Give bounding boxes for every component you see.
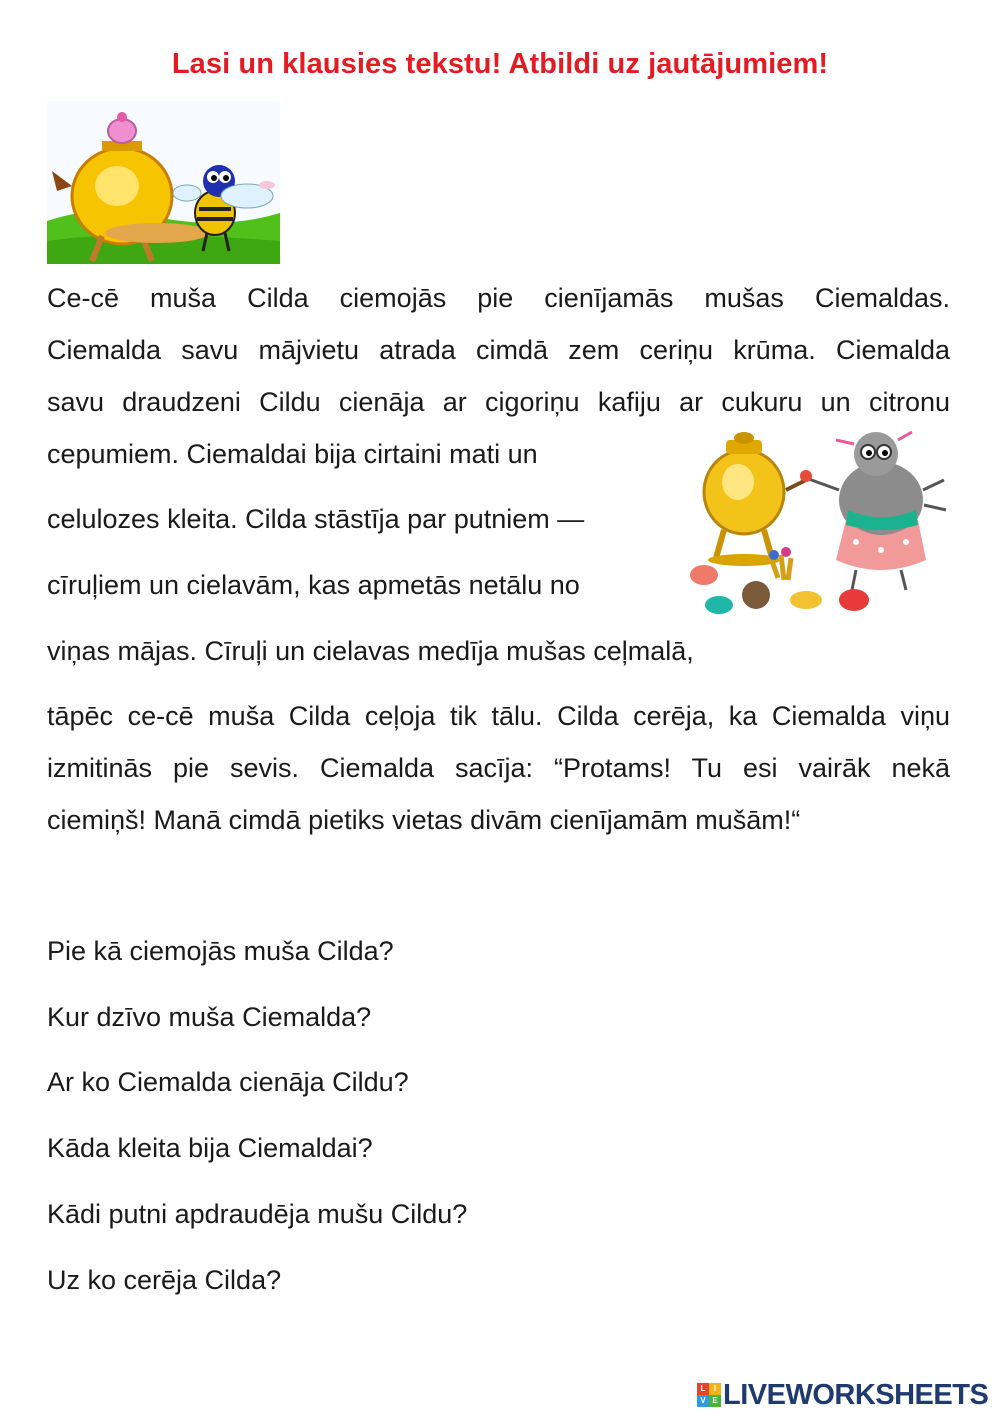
- liveworksheets-logo[interactable]: [697, 1380, 988, 1410]
- story-line: savu draudzeni Cildu cienāja ar cigoriņu kafiju ar cukuru un citronu: [47, 387, 950, 417]
- story-line: cīruļiem un cielavām, kas apmetās netālu no: [47, 570, 580, 600]
- story-line: izmitinās pie sevis. Ciemalda sacīja: “Protams! Tu esi vairāk nekā: [47, 753, 950, 783]
- question: Kur dzīvo muša Ciemalda?: [47, 1002, 372, 1032]
- story-line: celulozes kleita. Cilda stāstīja par putniem —: [47, 504, 585, 534]
- worksheet-title: Lasi un klausies tekstu! Atbildi uz jautājumiem!: [171, 48, 829, 80]
- samovar-fly-teacups-illustration: [686, 430, 948, 620]
- story-line: tāpēc ce-cē muša Cilda ceļoja tik tālu. Cilda cerēja, ka Ciemalda viņu: [47, 701, 950, 731]
- story-line: cepumiem. Ciemaldai bija cirtaini mati un: [47, 439, 538, 469]
- liveworksheets-logo-icon: L I V E: [697, 1383, 721, 1407]
- question: Uz ko cerēja Cilda?: [47, 1265, 282, 1295]
- samovar-bee-illustration: [47, 101, 280, 264]
- question: Ar ko Ciemalda cienāja Cildu?: [47, 1067, 409, 1097]
- story-line: Ce-cē muša Cilda ciemojās pie cienījamās mušas Ciemaldas.: [47, 283, 950, 313]
- story-line: ciemiņš! Manā cimdā pietiks vietas divām cienījamām mušām!“: [47, 805, 801, 835]
- story-line: Ciemalda savu mājvietu atrada cimdā zem ceriņu krūma. Ciemalda: [47, 335, 950, 365]
- question: Kādi putni apdraudēja mušu Cildu?: [47, 1199, 468, 1229]
- story-line: viņas mājas. Cīruļi un cielavas medīja mušas ceļmalā,: [47, 636, 694, 666]
- question: Pie kā ciemojās muša Cilda?: [47, 936, 394, 966]
- liveworksheets-logo-text: LIVEWORKSHEETS: [723, 1378, 989, 1411]
- question: Kāda kleita bija Ciemaldai?: [47, 1133, 373, 1163]
